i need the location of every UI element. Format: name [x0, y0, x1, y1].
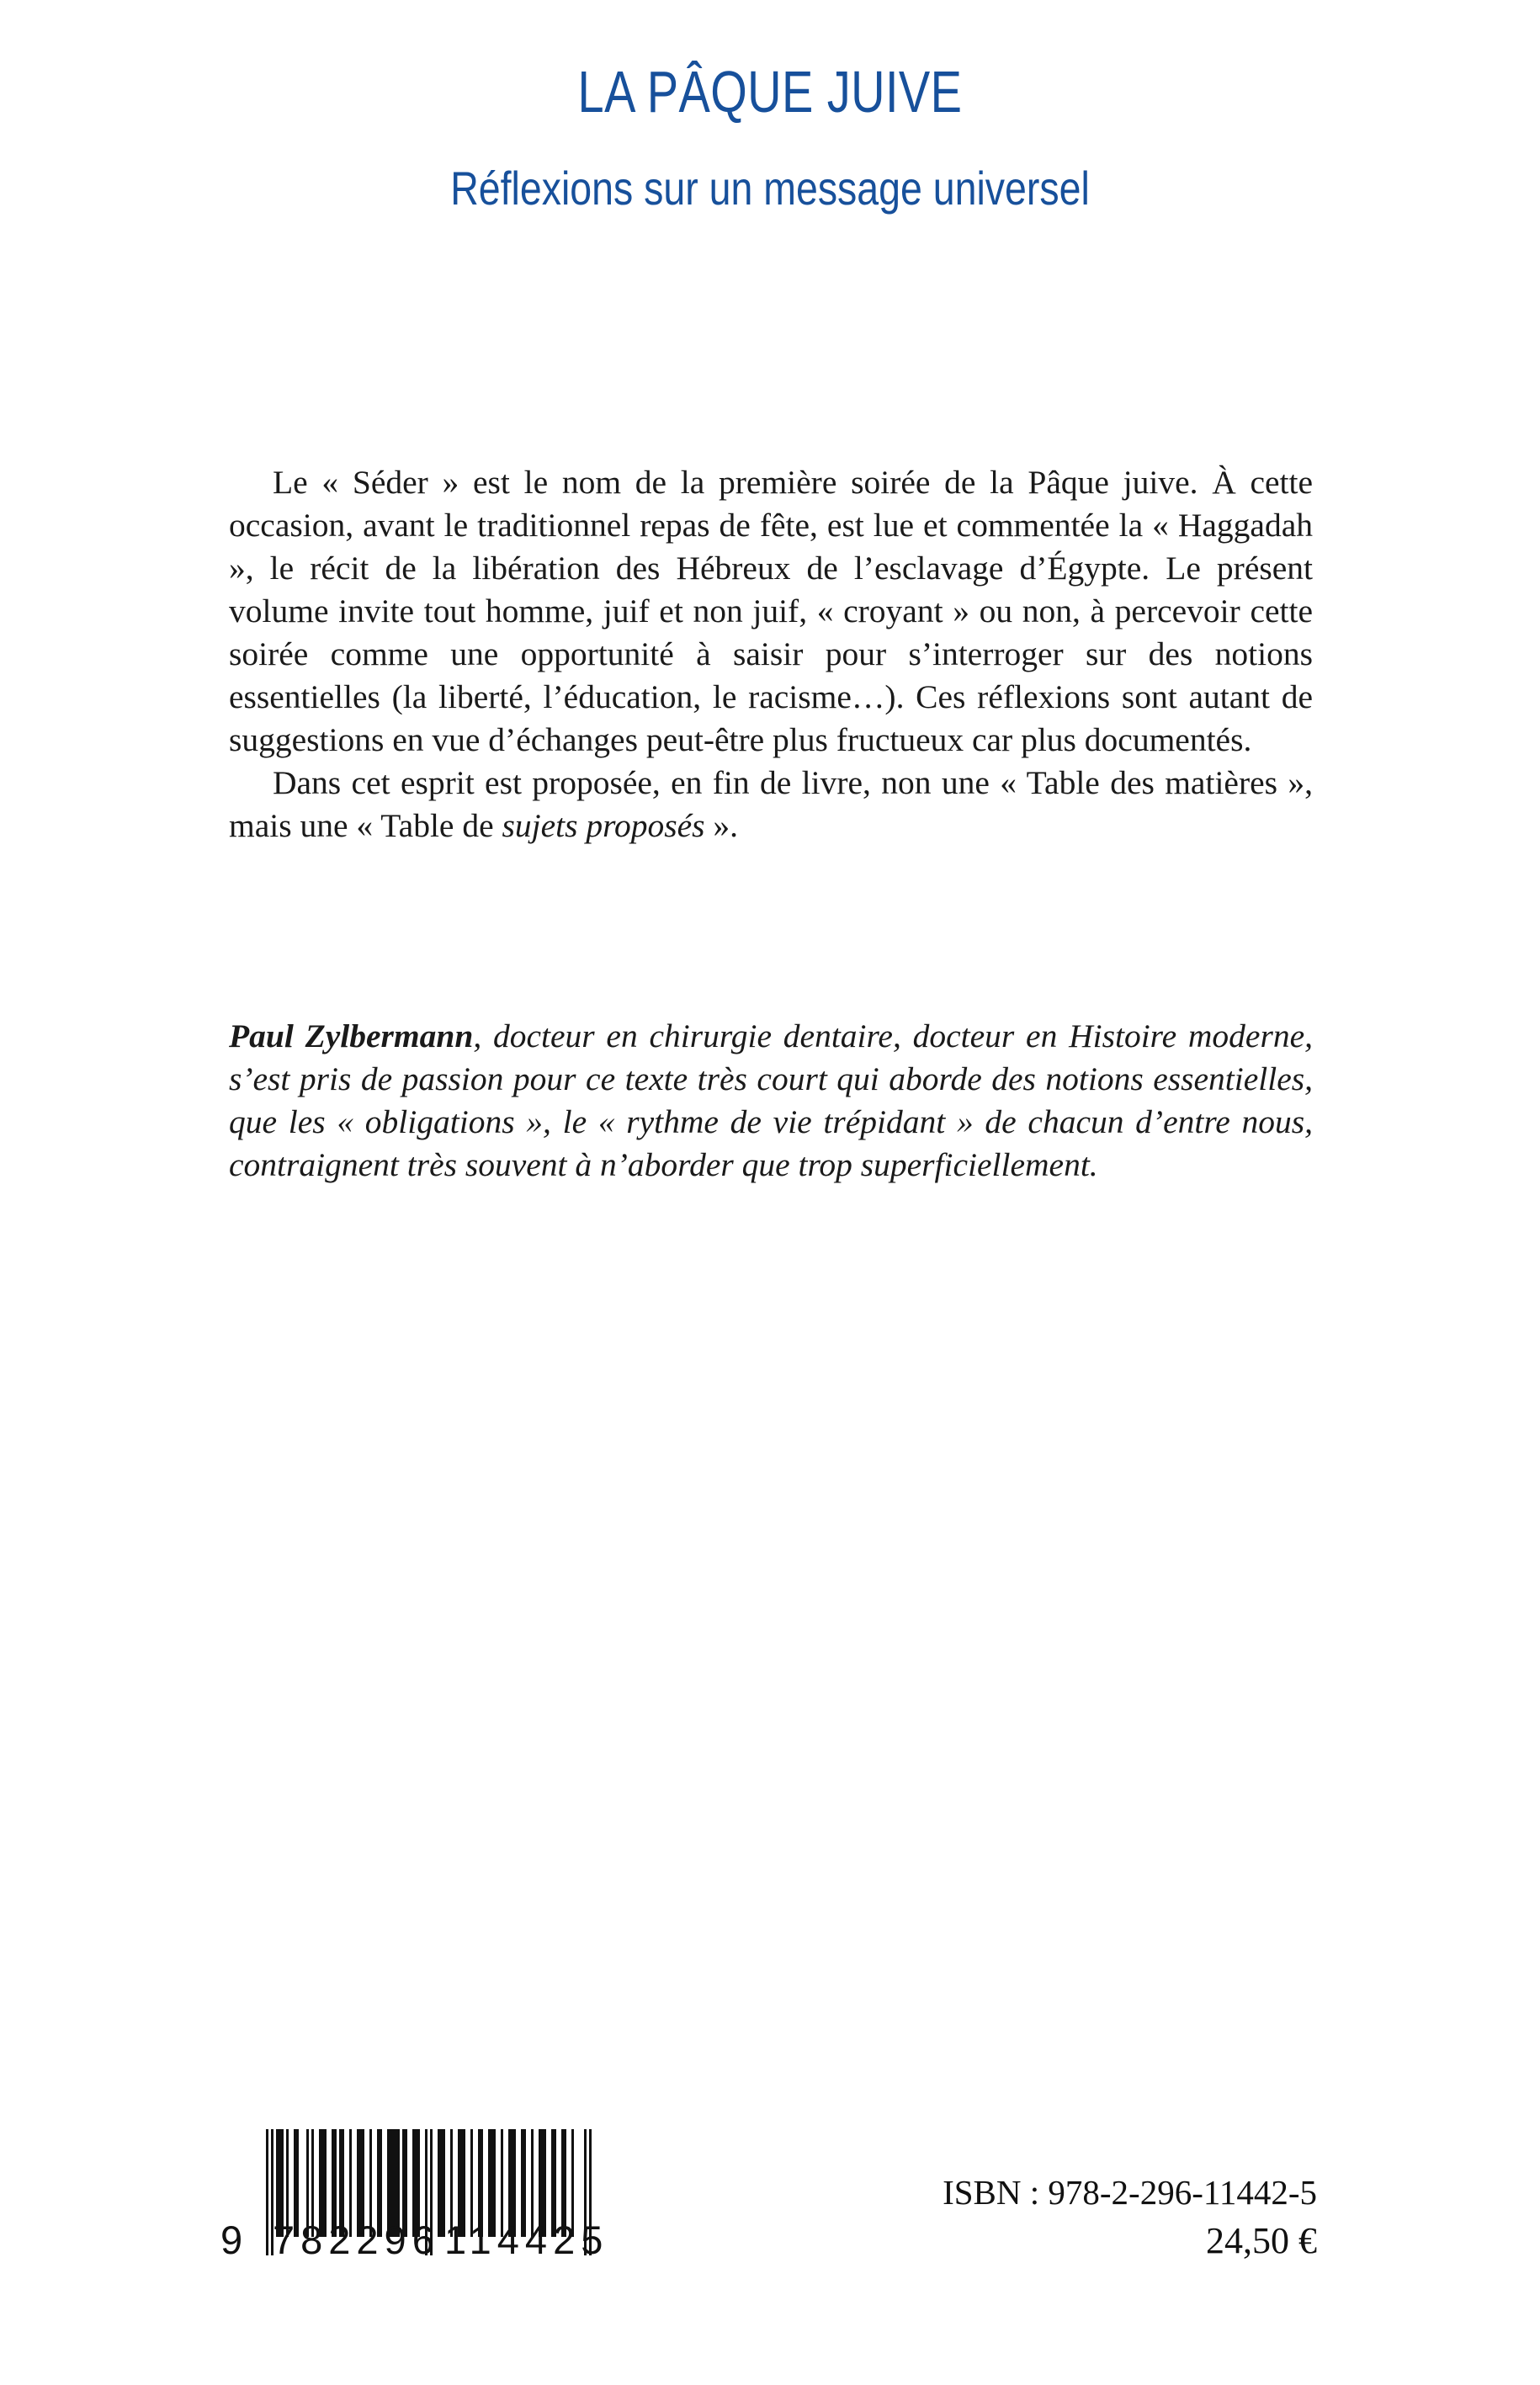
blurb-paragraph-2-emphasis: sujets proposés — [502, 807, 705, 844]
pricing-block — [943, 2168, 1317, 2265]
ean13-barcode-icon — [220, 2129, 609, 2262]
barcode-block — [220, 2129, 609, 2262]
price-label: 24,50 € — [1206, 2220, 1317, 2261]
blurb-paragraph-1 — [229, 461, 1313, 762]
barcode-lead-digit: 9 — [220, 2218, 245, 2262]
blurb-paragraph-2-tail: ». — [704, 807, 739, 844]
title-block — [0, 59, 1540, 215]
page-title: LA PÂQUE JUIVE — [577, 59, 963, 125]
blurb-paragraph-1-text: Le « Séder » est le nom de la première soirée de la Pâque juive. À cette occasion, avant le traditionnel repas de fête, est lue et commentée la « Haggadah », le récit de la libération des Hébreux de l’esclavage d’Égypte. Le présent volume invite tout homme, juif et non juif, « croyant » ou non, à percevoir cette soirée comme une opportunité à saisir pour s’interroger sur des notions essentielles (la liberté, l’éducation, le racisme…). Ces réflexions sont autant de suggestions en vue d’échanges peut-être plus fructueux car plus documentés. — [229, 464, 1313, 758]
barcode-left-group: 782296 — [273, 2218, 440, 2262]
author-bio — [229, 1015, 1313, 1187]
blurb-paragraph-2-lead: Dans cet esprit est proposée, en fin de livre, non une « Table des matières », mais une « Table de — [229, 764, 1313, 844]
barcode-right-group: 114425 — [444, 2218, 609, 2262]
blurb-paragraph-2 — [229, 762, 1313, 847]
barcode-digits — [219, 2217, 609, 2267]
page-subtitle: Réflexions sur un message universel — [450, 162, 1090, 215]
author-bio-paragraph — [229, 1015, 1313, 1187]
isbn-label: ISBN : 978-2-296-11442-5 — [943, 2173, 1317, 2212]
blurb-text — [229, 461, 1313, 847]
author-name: Paul Zylbermann — [229, 1017, 474, 1054]
author-bio-text: , docteur en chirurgie dentaire, docteur en Histoire moderne, s’est pris de passion pour ce texte très court qui aborde des notions essentielles, que les « obligations », le « rythme de vie trépidant » de chacun d’entre nous, contraignent très souvent à n’aborder que trop superficiellement. — [229, 1017, 1313, 1183]
